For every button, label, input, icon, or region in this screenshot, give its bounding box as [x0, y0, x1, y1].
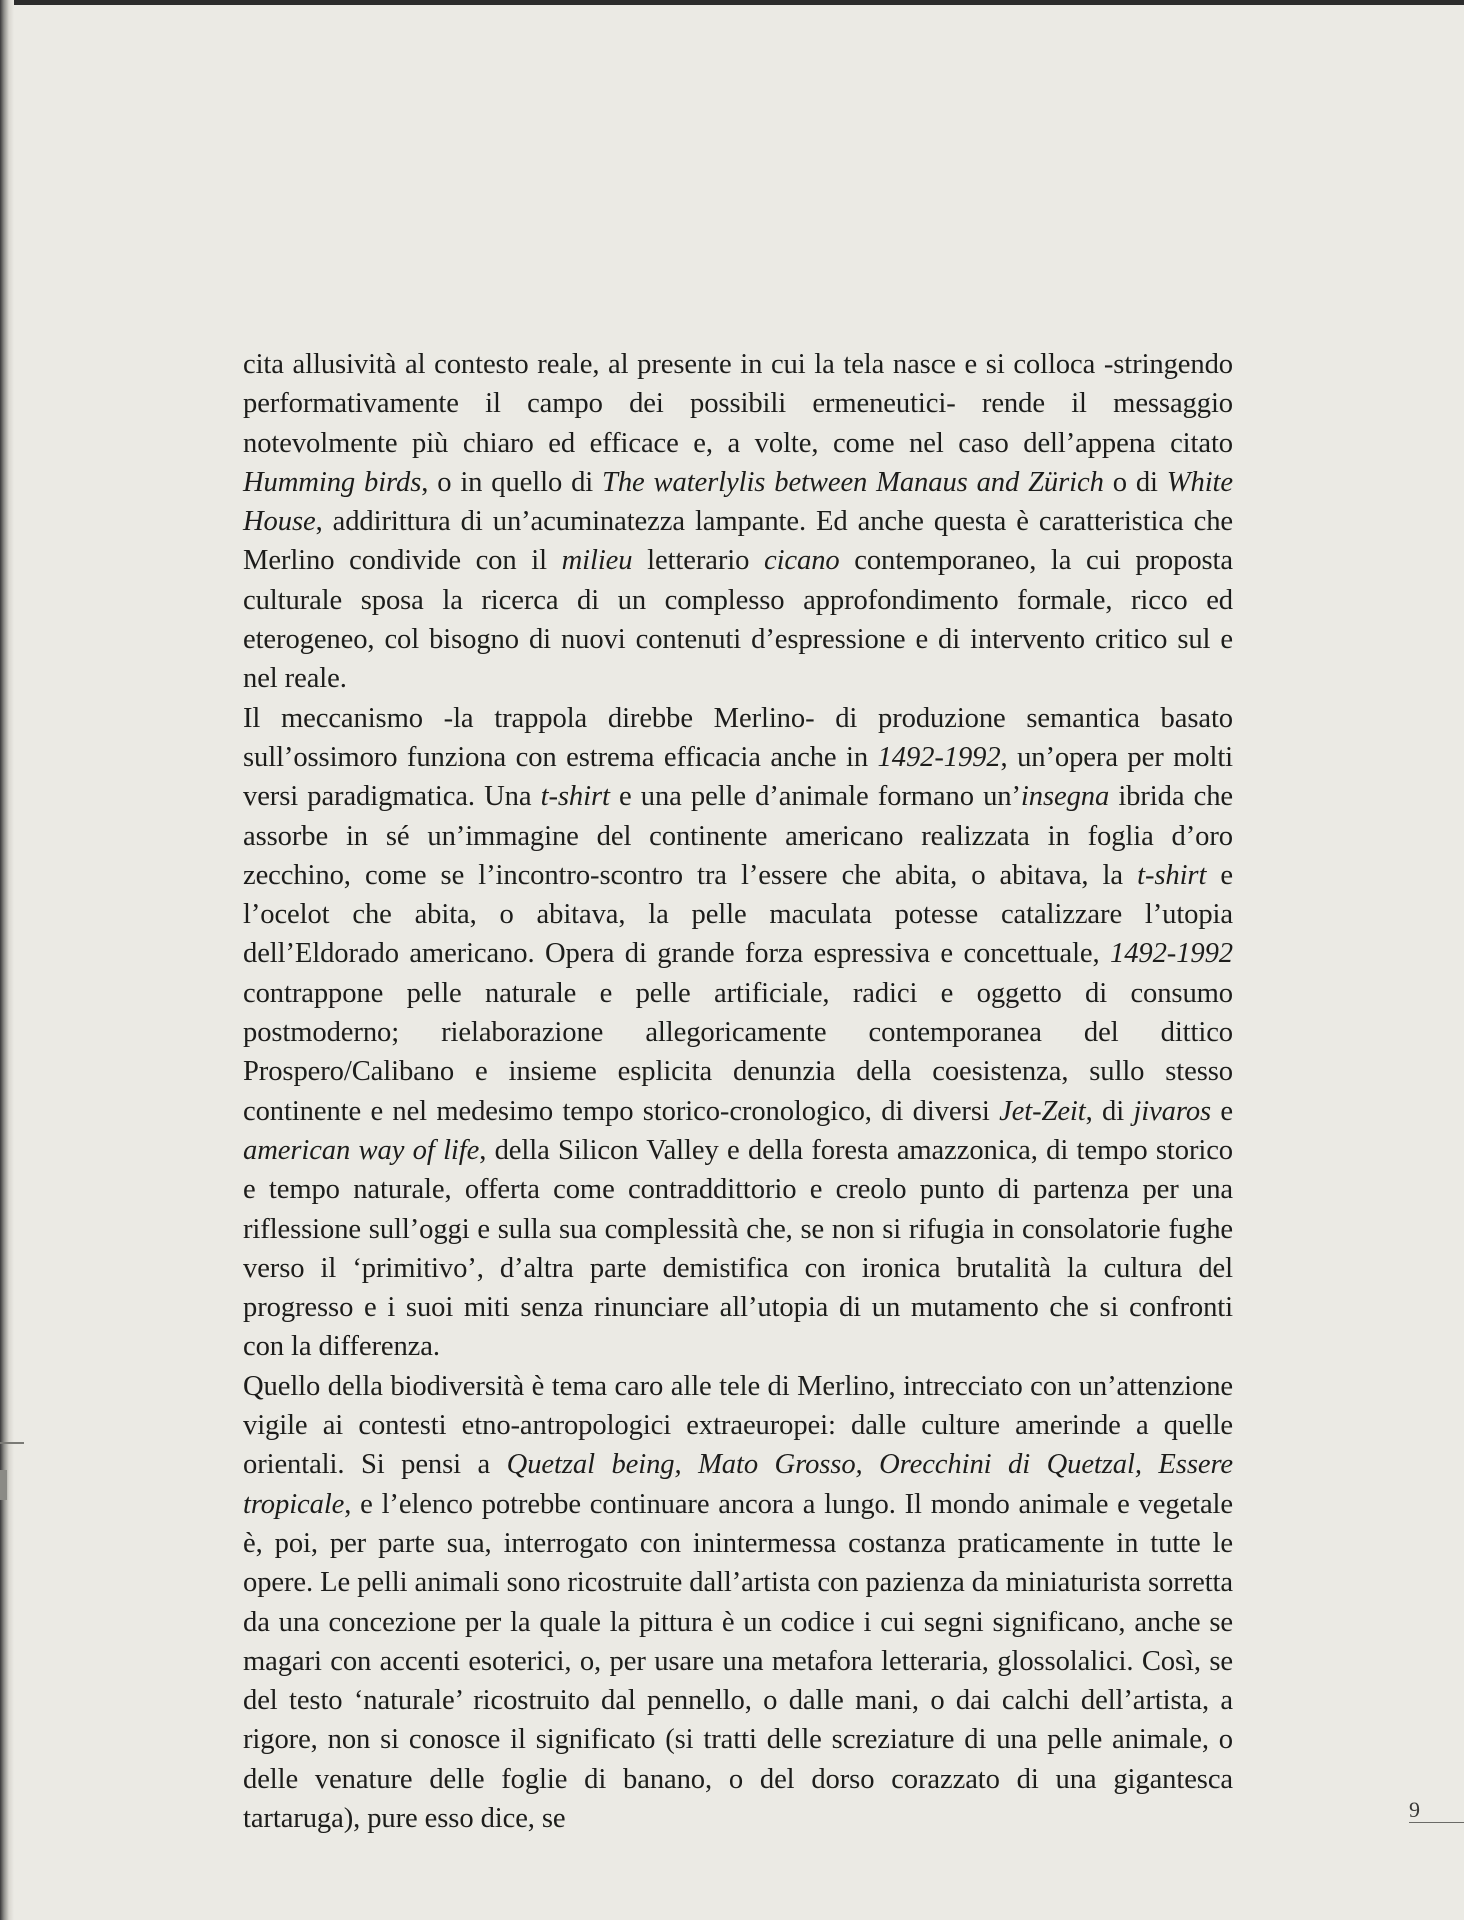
margin-mark	[0, 1442, 24, 1444]
text-run: contemporaneo, la cui proposta culturale sposa la ricerca di un complesso approfondimento formale, ricco ed eterogeneo, col bisogno di nuovi contenuti d’espressione e di intervento critico sul e nel reale.	[243, 545, 1233, 695]
text-run: , o in quello di	[421, 466, 603, 498]
paragraph-3	[243, 1367, 1233, 1839]
page-binding-edge	[0, 0, 14, 1920]
italic-title: american way of life	[243, 1134, 480, 1166]
italic-title: White House	[243, 466, 1233, 538]
text-run: , della Silicon Valley e della foresta amazzonica, di tempo storico e tempo naturale, offerta come contraddittorio e creolo punto di partenza per una riflessione sull’oggi e sulla sua complessità che, se non si rifugia in consolatorie fughe verso il ‘primitivo’, d’altra parte demistifica con ironica brutalità la cultura del progresso e i suoi miti senza rinunciare all’utopia di un mutamento che si confronti con la differenza.	[243, 1134, 1234, 1363]
paragraph-2	[243, 699, 1233, 1367]
text-run: letterario	[632, 545, 764, 577]
italic-title: t-shirt	[1137, 859, 1207, 891]
italic-title: cicano	[763, 545, 840, 577]
italic-title: t-shirt	[540, 781, 610, 813]
text-run: e l’ocelot che abita, o abitava, la pelle maculata potesse catalizzare l’utopia dell’Eldorado americano. Opera di grande forza espressiva e concettuale,	[243, 859, 1233, 970]
page-number-rule	[1409, 1822, 1464, 1823]
italic-title: 1492-1992	[1110, 938, 1233, 970]
text-run: e una pelle d’animale formano un’	[609, 781, 1021, 813]
margin-notch	[0, 1470, 7, 1500]
paragraph-1	[243, 345, 1233, 699]
text-run: ibrida che assorbe in sé un’immagine del continente americano realizzata in foglia d’oro zecchino, come se l’incontro-scontro tra l’essere che abita, o abitava, la	[243, 781, 1233, 891]
page-number: 9	[1409, 1797, 1420, 1822]
text-run: , e l’elenco potrebbe continuare ancora a lungo. Il mondo animale e vegetale è, poi, per parte sua, interrogato con inintermessa costanza praticamente in tutte le opere. Le pelli animali sono ricostruite dall’artista con pazienza da miniaturista sorretta da una concezione per la quale la pittura è un codice i cui segni significano, anche se magari con accenti esoterici, o, per usare una metafora letteraria, glossolalici. Così, se del testo ‘naturale’ ricostruito dal pennello, o dalle mani, o dai calchi dell’artista, a rigore, non si conosce il significato (si tratti delle screziature di una pelle animale, o delle venature delle foglie di banano, o del dorso corazzato di una gigantesca tartaruga), pure esso dice, se	[243, 1488, 1233, 1834]
body-text	[243, 345, 1233, 1838]
text-run: o di	[1103, 466, 1167, 498]
page-top-edge	[0, 0, 1464, 5]
italic-title: milieu	[561, 545, 633, 577]
text-run: Il meccanismo -la trappola direbbe Merlino- di produzione semantica basato sull’ossimoro funziona con estrema efficacia anche in	[243, 702, 1233, 773]
italic-title: Jet-Zeit	[999, 1095, 1086, 1127]
text-run: , un’opera per molti versi paradigmatica. Una	[243, 741, 1234, 813]
text-run: cita allusività al contesto reale, al presente in cui la tela nasce e si colloca -stringendo performativamente il campo dei possibili ermeneutici- rende il messaggio notevolmente più chiaro ed efficace e, a volte, come nel caso dell’appena citato	[243, 349, 1233, 459]
text-run: e	[1211, 1095, 1234, 1127]
italic-title: insegna	[1020, 781, 1110, 813]
italic-title: Quetzal being, Mato Grosso, Orecchini di Quetzal, Essere tropicale	[243, 1449, 1233, 1520]
italic-title: Humming birds	[243, 466, 422, 498]
text-run: , addirittura di un’acuminatezza lampante. Ed anche questa è caratteristica che Merlino condivide con il	[243, 506, 1233, 577]
italic-title: The waterlylis between Manaus and Zürich	[602, 466, 1104, 498]
text-run: , di	[1085, 1095, 1134, 1127]
italic-title: jivaros	[1133, 1095, 1212, 1127]
italic-title: 1492-1992	[877, 741, 1001, 773]
text-run: contrappone pelle naturale e pelle artificiale, radici e oggetto di consumo postmoderno; rielaborazione allegoricamente contemporanea del dittico Prospero/Calibano e insieme esplicita denunzia della coesistenza, sullo stesso continente e nel medesimo tempo storico-cronologico, di diversi	[243, 977, 1233, 1127]
text-run: Quello della biodiversità è tema caro alle tele di Merlino, intrecciato con un’attenzione vigile ai contesti etno-antropologici extraeuropei: dalle culture amerinde a quelle orientali. Si pensi a	[243, 1370, 1233, 1481]
